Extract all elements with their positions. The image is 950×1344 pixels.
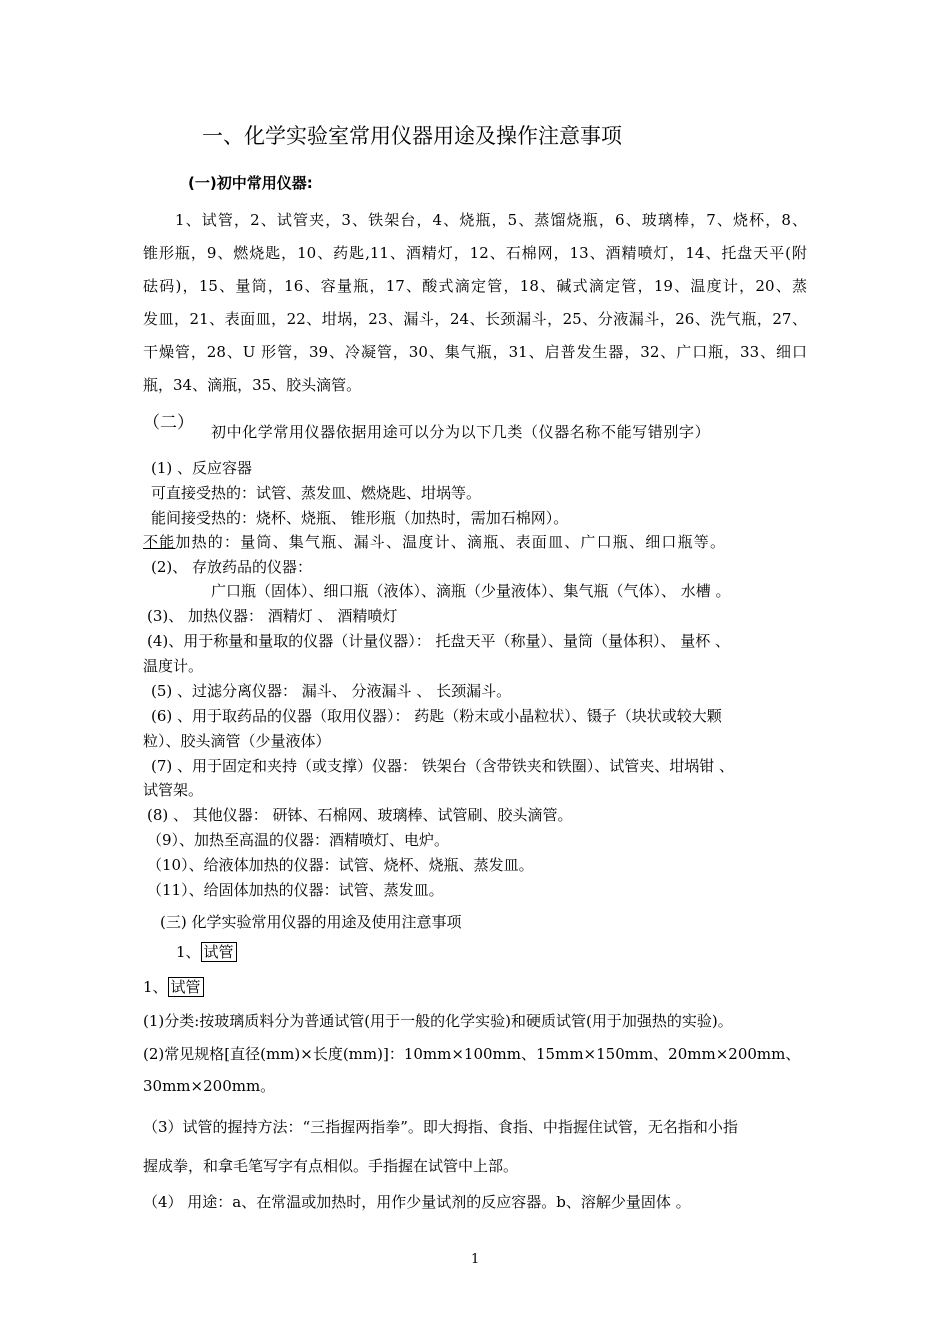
item-label-boxed: 试管 [201,942,237,962]
section1-line: 锥形瓶，9、燃烧匙，10、药匙,11、酒精灯，12、石棉网，13、酒精喷灯，14、托盘天平(附 [143,244,807,262]
section2-line: （10）、给液体加热的仪器：试管、烧杯、烧瓶、蒸发皿。 [147,856,534,874]
paragraph-line: (1)分类:按玻璃质料分为普通试管(用于一般的化学实验)和硬质试管(用于加强热的实验)。 [143,1012,733,1030]
section2-line: 温度计。 [143,657,204,675]
item-label-boxed: 试管 [168,977,204,997]
section2-line: (6) 、用于取药品的仪器（取用仪器）： 药匙（粉末或小晶粒状）、镊子（块状或较大颗 [151,707,722,725]
item-number: 1、 [143,978,168,996]
section1-line: 砝码)，15、量筒，16、容量瓶，17、酸式滴定管，18、碱式滴定管，19、温度计，20、蒸 [143,277,807,295]
section2-line: 粒）、胶头滴管（少量液体） [143,732,331,750]
section2-heading: 初中化学常用仪器依据用途可以分为以下几类（仪器名称不能写错别字） [211,423,711,441]
section1-line: 1、试管，2、试管夹，3、铁架台，4、烧瓶，5、蒸馏烧瓶，6、玻璃棒，7、烧杯，8、 [175,211,807,229]
page-title: 一、化学实验室常用仪器用途及操作注意事项 [202,124,622,148]
paragraph-line: （4） 用途：a、在常温或加热时，用作少量试剂的反应容器。b、溶解少量固体 。 [143,1193,691,1211]
section2-line: (2)、 存放药品的仪器： [151,558,313,576]
section2-line: 广口瓶（固体）、细口瓶（液体）、滴瓶（少量液体）、集气瓶（气体）、 水槽 。 [211,582,731,600]
section3-heading: (三) 化学实验常用仪器的用途及使用注意事项 [160,913,462,931]
section2-line: (7) 、用于固定和夹持（或支撑）仪器： 铁架台（含带铁夹和铁圈）、试管夹、坩埚钳 、 [151,757,735,775]
section1-line: 干燥管，28、U 形管，39、冷凝管，30、集气瓶，31、启普发生器，32、广口瓶，33、细口 [143,343,807,361]
section2-line: （9）、加热至高温的仪器：酒精喷灯、电炉。 [147,831,450,849]
paragraph-line: 30mm×200mm。 [143,1077,276,1095]
section2-line: 试管架。 [143,781,204,799]
section2-line: (5) 、过滤分离仪器： 漏斗、 分液漏斗 、 长颈漏斗。 [151,682,512,700]
underlined-text: 不能 [143,533,176,551]
section1-heading: (一)初中常用仪器: [188,174,313,192]
paragraph-line: 握成拳，和拿毛笔写字有点相似。手指握在试管中上部。 [143,1157,519,1175]
item-heading [176,942,237,962]
page-number: 1 [471,1252,480,1267]
section1-line: 发皿，21、表面皿，22、坩埚，23、漏斗，24、长颈漏斗，25、分液漏斗，26、洗气瓶，27、 [143,310,807,328]
section2-line: 可直接受热的：试管、蒸发皿、燃烧匙、坩埚等。 [151,484,482,502]
item-heading [143,977,204,997]
section1-line: 瓶，34、滴瓶，35、胶头滴管。 [143,376,362,394]
section2-line: (1) 、反应容器 [151,459,253,477]
paragraph-line: (2)常见规格[直径(mm)×长度(mm)]：10mm×100mm、15mm×150mm、20mm×200mm、 [143,1045,801,1063]
section2-line: （11）、给固体加热的仪器：试管、蒸发皿。 [147,881,444,899]
section2-line: 能间接受热的：烧杯、烧瓶、 锥形瓶（加热时，需加石棉网）。 [151,509,569,527]
section2-line: (8) 、 其他仪器： 研钵、石棉网、玻璃棒、试管刷、胶头滴管。 [147,806,573,824]
section2-number: （二） [143,413,194,433]
paragraph-line: （3）试管的握持方法：“三指握两指拳”。即大拇指、食指、中指握住试管，无名指和小指 [143,1118,738,1136]
section2-line [143,532,726,552]
item-number: 1、 [176,943,201,961]
text-span: 加热的：量筒、集气瓶、漏斗、温度计、滴瓶、表面皿、广口瓶、细口瓶等。 [175,533,727,551]
section2-line: (4)、用于称量和量取的仪器（计量仪器）： 托盘天平（称量）、量筒（量体积）、 量杯 、 [147,632,731,650]
section2-line: (3)、 加热仪器： 酒精灯 、 酒精喷灯 [147,607,398,625]
